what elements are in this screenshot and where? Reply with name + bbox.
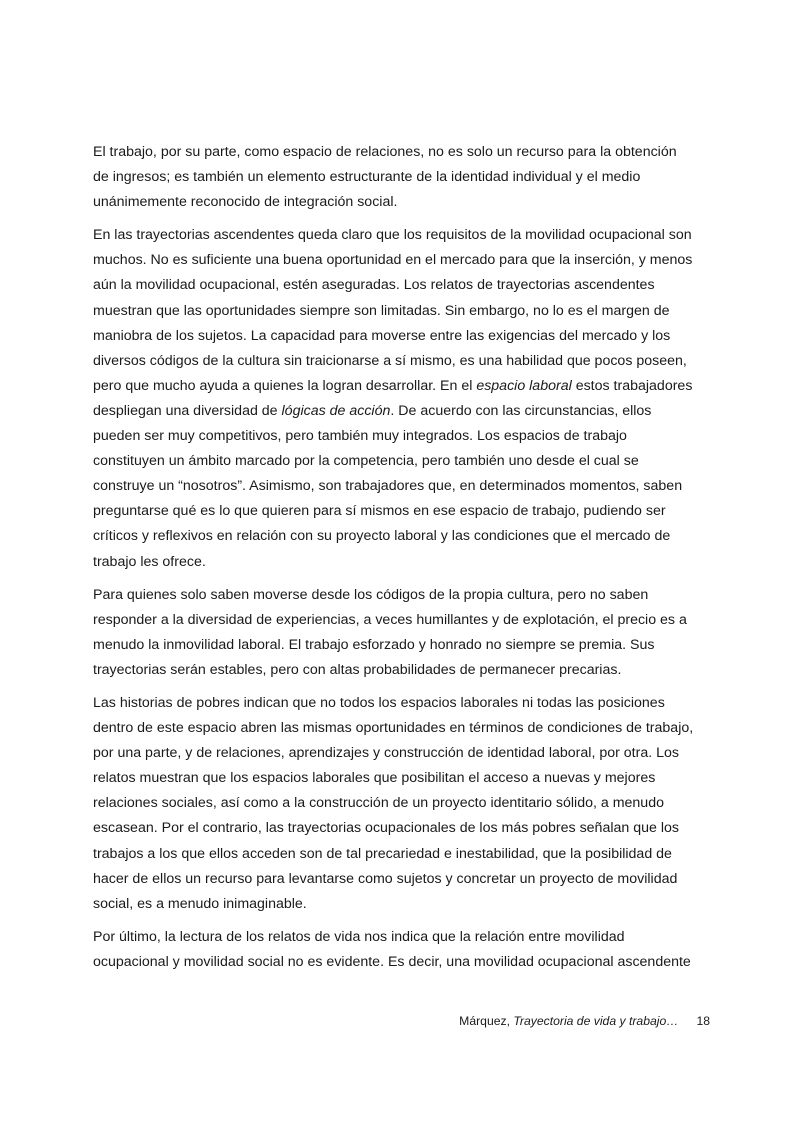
text-line [93,691,713,716]
italic-phrase: espacio laboral [476,377,572,394]
text-run: maniobra de los sujetos. La capacidad para moverse entre las exigencias del mercado y los [93,327,671,344]
text-line [93,633,713,658]
text-line [93,716,713,741]
text-line [93,892,713,917]
italic-phrase: lógicas de acción [281,402,391,419]
text-run: muchos. No es suficiente una buena oportunidad en el mercado para que la inserción, y menos [93,252,693,269]
text-run: pero que mucho ayuda a quienes la logran desarrollar. En el [93,377,477,394]
text-run: En las trayectorias ascendentes queda claro que los requisitos de la movilidad ocupacional son [93,227,692,244]
text-line [93,791,713,816]
text-line [93,349,713,374]
text-run: Para quienes solo saben moverse desde los códigos de la propia cultura, pero no saben [93,586,649,603]
text-line [93,474,713,499]
paragraph [93,583,713,683]
text-run: de ingresos; es también un elemento estructurante de la identidad individual y el medio [93,169,641,186]
text-run: escasean. Por el contrario, las trayectorias ocupacionales de los más pobres señalan que los [93,820,679,837]
text-run: . De acuerdo con las circunstancias, ellos [390,402,652,419]
text-run: críticos y reflexivos en relación con su proyecto laboral y las condiciones que el mercado de [93,528,671,545]
text-line [93,925,713,950]
text-line [93,140,713,165]
text-line [93,273,713,298]
text-run: unánimemente reconocido de integración social. [93,194,398,211]
body-text [93,140,713,983]
running-footer [0,1013,710,1029]
text-line [93,424,713,449]
text-run: responder a la diversidad de experiencias, a veces humillantes y de explotación, el precio es a [93,611,687,628]
paragraph [93,925,713,975]
text-run: preguntarse qué es lo que quieren para sí mismos en ese espacio de trabajo, pudiendo ser [93,503,666,520]
text-line [93,766,713,791]
text-line [93,816,713,841]
text-line [93,223,713,248]
text-run: Por último, la lectura de los relatos de vida nos indica que la relación entre movilidad [93,928,625,945]
text-run: relaciones sociales, así como a la construcción de un proyecto identitario sólido, a menudo [93,795,664,812]
text-run: aún la movilidad ocupacional, estén aseguradas. Los relatos de trayectorias ascendentes [93,277,655,294]
text-line [93,299,713,324]
text-run: trabajos a los que ellos acceden son de tal precariedad e inestabilidad, que la posibilidad de [93,845,672,862]
footer-author: Márquez, [459,1014,514,1028]
paragraph [93,140,713,215]
text-run: muestran que las oportunidades siempre son limitadas. Sin embargo, no lo es el margen de [93,302,670,319]
text-run: despliegan una diversidad de [93,402,282,419]
text-line [93,550,713,575]
text-line [93,950,713,975]
text-run: diversos códigos de la cultura sin traicionarse a sí mismo, es una habilidad que pocos poseen, [93,352,687,369]
text-line [93,741,713,766]
text-line [93,374,713,399]
text-run: menudo la inmovilidad laboral. El trabajo esforzado y honrado no siempre se premia. Sus [93,636,655,653]
text-run: construye un “nosotros”. Asimismo, son trabajadores que, en determinados momentos, saben [93,478,683,495]
text-line [93,658,713,683]
text-run: dentro de este espacio abren las mismas oportunidades en términos de condiciones de trabajo, [93,720,694,737]
footer-title: Trayectoria de vida y trabajo… [513,1014,679,1028]
text-run: El trabajo, por su parte, como espacio de relaciones, no es solo un recurso para la obtención [93,144,677,160]
text-run: por una parte, y de relaciones, aprendizajes y construcción de identidad laboral, por otra. Los [93,745,679,762]
text-run: trayectorias serán estables, pero con altas probabilidades de permanecer precarias. [93,661,622,678]
text-line [93,583,713,608]
text-line [93,608,713,633]
text-line [93,449,713,474]
text-line [93,842,713,867]
text-line [93,165,713,190]
paragraph [93,691,713,917]
page-number: 18 [696,1014,710,1028]
text-line [93,190,713,215]
text-run: hacer de ellos un recurso para levantarse como sujetos y concretar un proyecto de movilidad [93,870,678,887]
text-line [93,867,713,892]
text-run: constituyen un ámbito marcado por la competencia, pero también uno desde el cual se [93,453,639,470]
text-line [93,499,713,524]
text-run: Las historias de pobres indican que no todos los espacios laborales ni todas las posiciones [93,694,665,711]
text-run: pueden ser muy competitivos, pero también muy integrados. Los espacios de trabajo [93,428,627,445]
text-line [93,324,713,349]
text-line [93,399,713,424]
text-run: trabajo les ofrece. [93,553,206,570]
paragraph [93,223,713,574]
text-line [93,524,713,549]
text-line [93,248,713,273]
text-run: ocupacional y movilidad social no es evidente. Es decir, una movilidad ocupacional ascendente [93,953,691,970]
text-run: relatos muestran que los espacios laborales que posibilitan el acceso a nuevas y mejores [93,770,656,787]
text-run: estos trabajadores [571,377,693,394]
text-run: social, es a menudo inimaginable. [93,895,307,912]
